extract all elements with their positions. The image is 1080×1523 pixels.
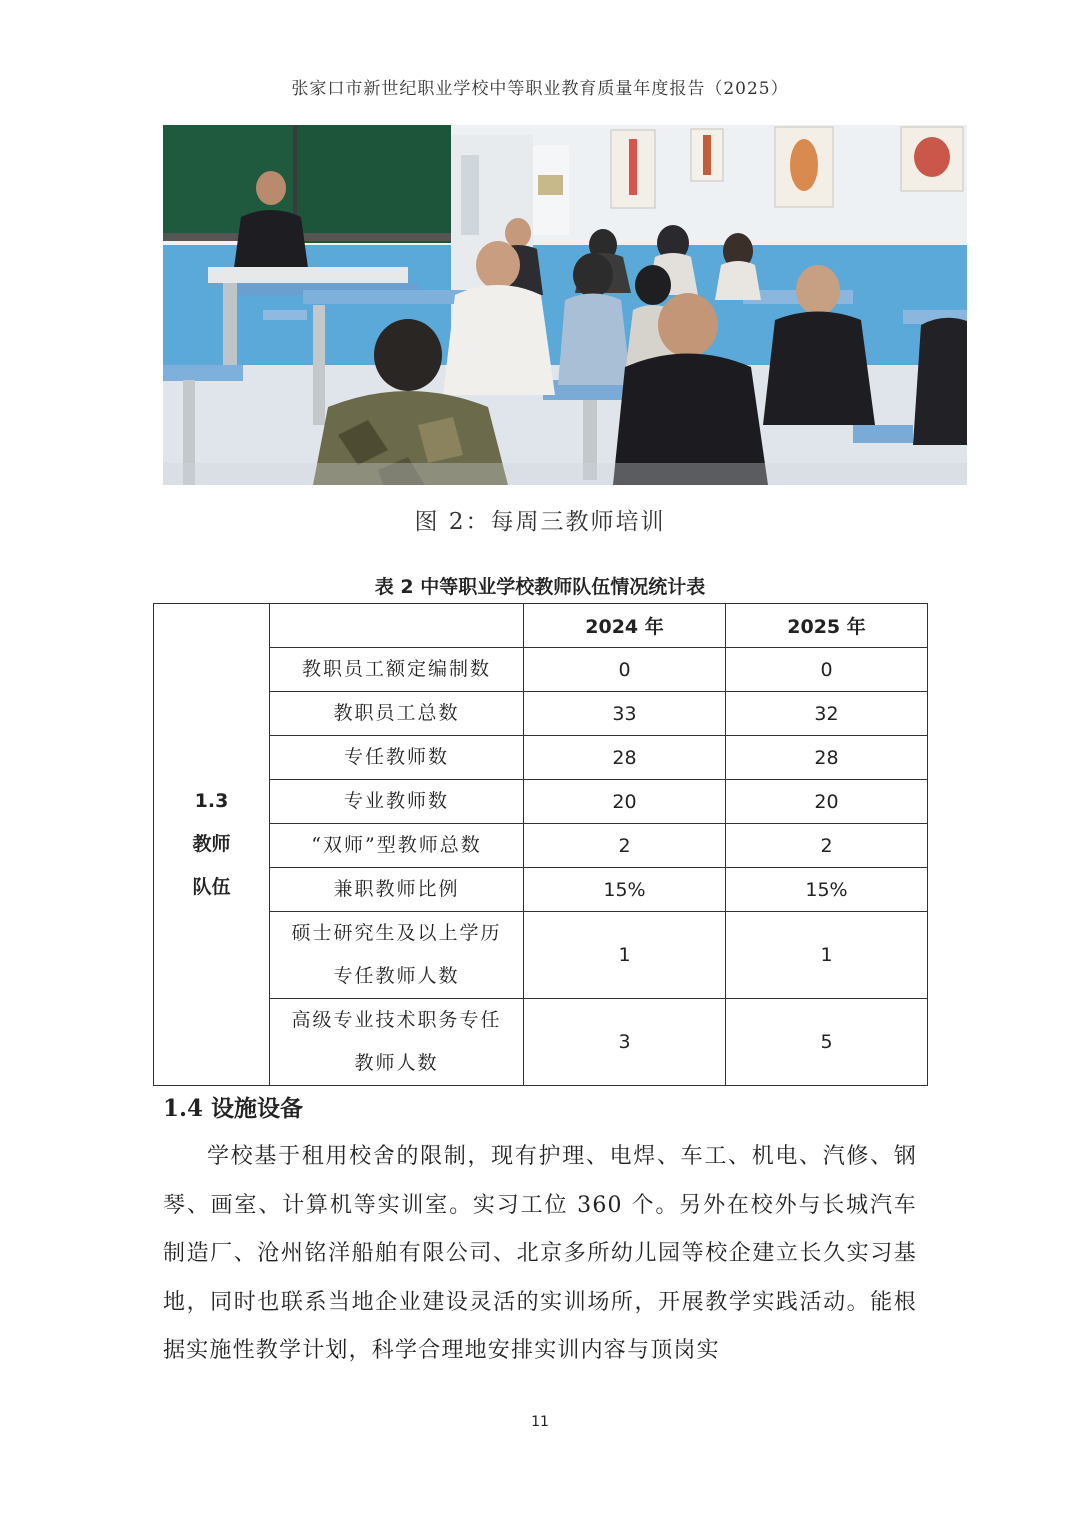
page-number: 11: [531, 1414, 549, 1430]
value-2024: 33: [524, 692, 726, 736]
value-2024: 28: [524, 736, 726, 780]
table-row: [154, 780, 928, 824]
row-label: [270, 912, 524, 999]
row-label: 兼职教师比例: [270, 868, 524, 912]
table-row: [154, 912, 928, 999]
row-label: 教职员工额定编制数: [270, 648, 524, 692]
section-heading: 1.4 设施设备: [163, 1095, 304, 1122]
value-2024: 3: [524, 999, 726, 1086]
value-2024: 0: [524, 648, 726, 692]
row-label-line: 专任教师人数: [333, 965, 460, 987]
table-title: 表 2 中等职业学校教师队伍情况统计表: [374, 576, 706, 598]
figure-caption: 图 2：每周三教师培训: [414, 509, 666, 535]
table-row: [154, 736, 928, 780]
value-2025: 20: [726, 780, 928, 824]
value-2025: 32: [726, 692, 928, 736]
row-label: 专业教师数: [270, 780, 524, 824]
row-label: “双师”型教师总数: [270, 824, 524, 868]
row-label-line: 教师人数: [354, 1052, 439, 1074]
value-2025: 15%: [726, 868, 928, 912]
category-number: 1.3: [194, 790, 229, 812]
table-row: [154, 824, 928, 868]
value-2025: 1: [726, 912, 928, 999]
table-header-row: [154, 604, 928, 648]
table-row: [154, 868, 928, 912]
row-label: [270, 999, 524, 1086]
page-header: 张家口市新世纪职业学校中等职业教育质量年度报告（2025）: [291, 79, 789, 99]
table-row: [154, 999, 928, 1086]
row-label-line: 高级专业技术职务专任: [291, 1009, 502, 1031]
value-2024: 2: [524, 824, 726, 868]
teacher-stats-table: [153, 603, 928, 1086]
column-header-2025: 2025 年: [726, 604, 928, 648]
category-label-1: 教师: [192, 833, 231, 855]
column-header-2024: 2024 年: [524, 604, 726, 648]
value-2025: 2: [726, 824, 928, 868]
value-2024: 20: [524, 780, 726, 824]
classroom-photo: [163, 125, 967, 485]
section-paragraph: 学校基于租用校舍的限制，现有护理、电焊、车工、机电、汽修、钢琴、画室、计算机等实训室。实习工位 360 个。另外在校外与长城汽车制造厂、沧州铭洋船舶有限公司、北京多所幼儿园等校企建立长久实习基地，同时也联系当地企业建设灵活的实训场所，开展教学实践活动。能根据实施性教学计划，科学合理地安排实训内容与顶岗实: [163, 1144, 917, 1364]
row-label: 专任教师数: [270, 736, 524, 780]
value-2025: 5: [726, 999, 928, 1086]
value-2025: 28: [726, 736, 928, 780]
value-2024: 15%: [524, 868, 726, 912]
column-header-item: [270, 604, 524, 648]
row-label: 教职员工总数: [270, 692, 524, 736]
table-row: [154, 692, 928, 736]
value-2025: 0: [726, 648, 928, 692]
row-label-line: 硕士研究生及以上学历: [291, 922, 502, 944]
category-label-2: 队伍: [192, 876, 231, 898]
value-2024: 1: [524, 912, 726, 999]
table-row: [154, 648, 928, 692]
category-cell: [154, 604, 270, 1086]
